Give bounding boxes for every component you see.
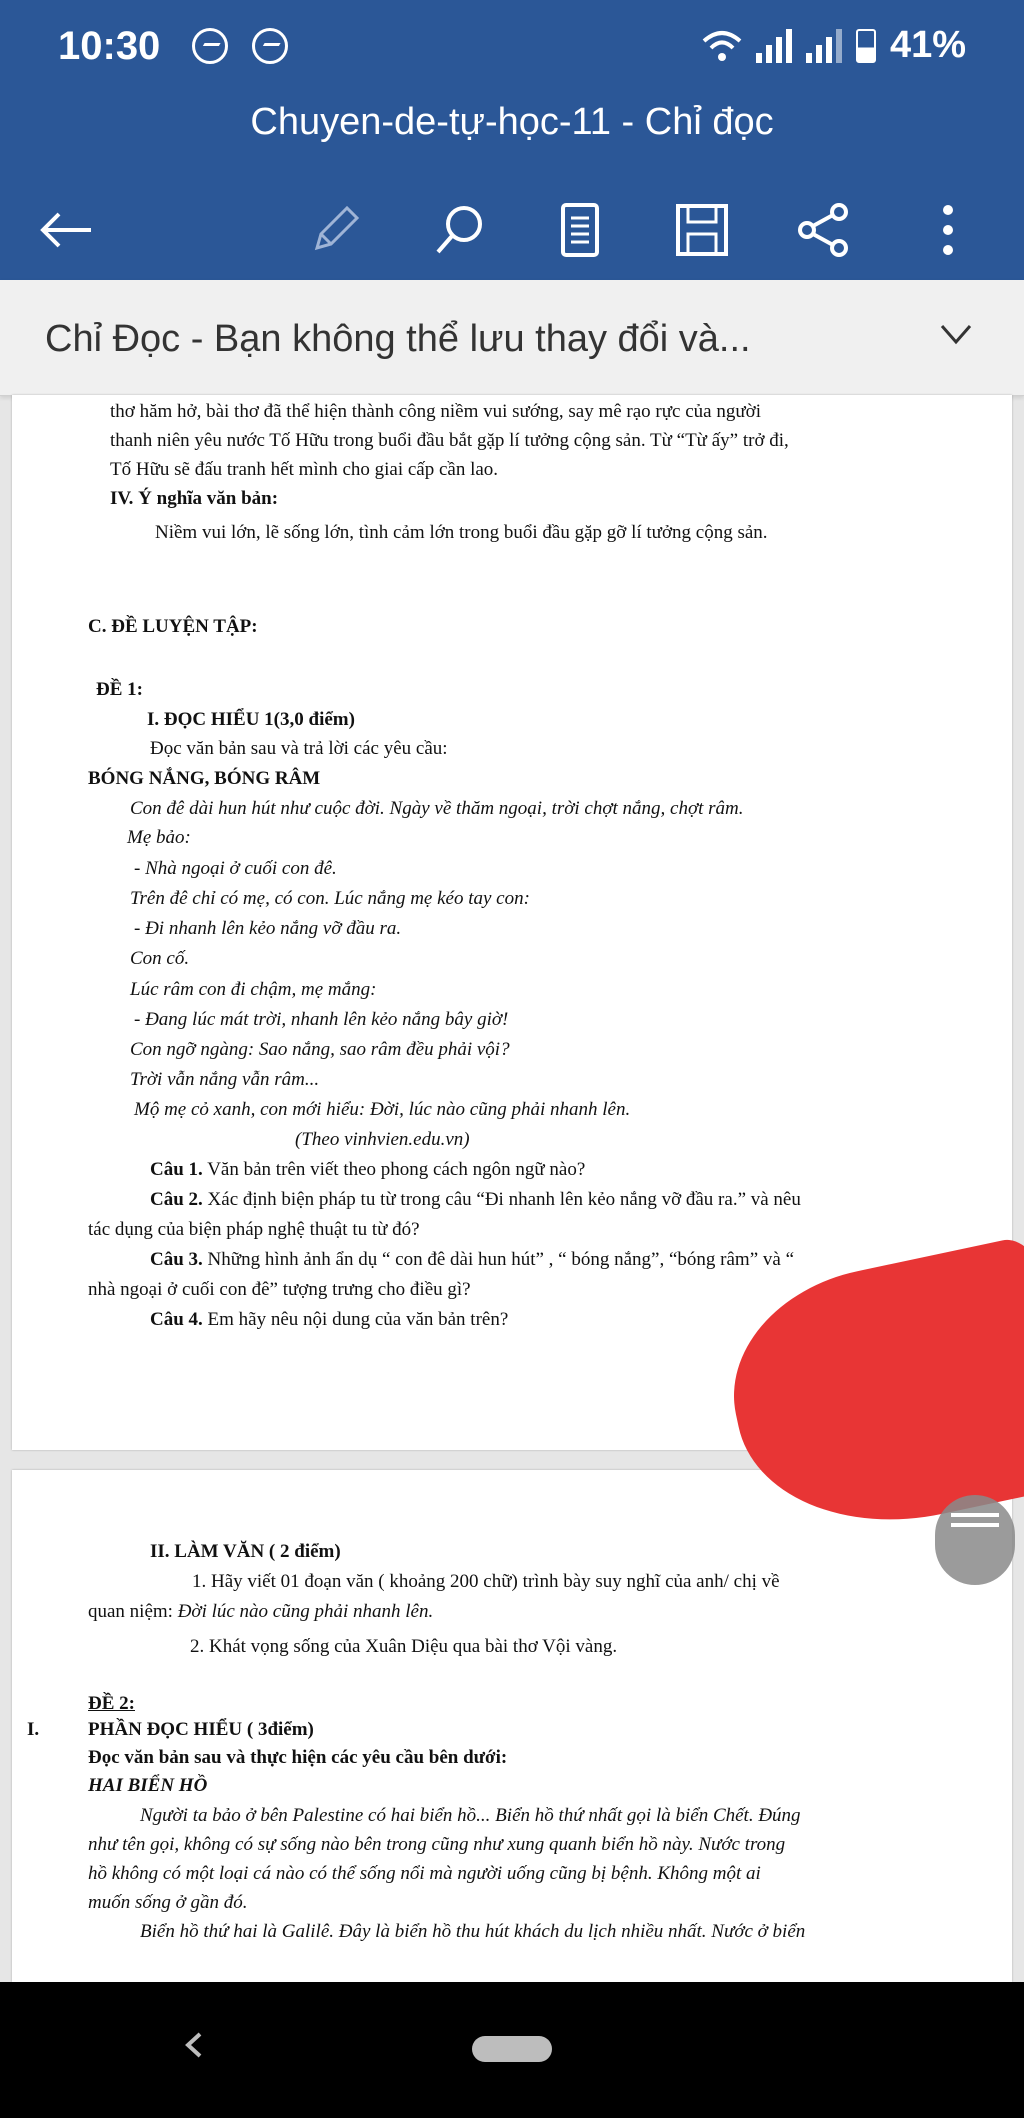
text-line: nhà ngoại ở cuối con đê” tượng trưng cho điều gì? [88,1279,471,1300]
text-line: tác dụng của biện pháp nghệ thuật tu từ đó? [88,1219,420,1240]
text-line: thơ hăm hở, bài thơ đã thể hiện thành công niềm vui sướng, say mê rạo rực của người [110,401,761,422]
banner-text: Chỉ Đọc - Bạn không thể lưu thay đổi và... [45,318,751,360]
search-icon[interactable] [420,190,500,270]
text-line: Niềm vui lớn, lẽ sống lớn, tình cảm lớn trong buổi đầu gặp gỡ lí tưởng cộng sản. [155,522,768,543]
text-title: HAI BIỂN HỒ [88,1775,208,1796]
read-only-banner[interactable] [0,280,1024,396]
text-line: hồ không có một loại cá nào có thể sống nổi mà người uống cũng bị bệnh. Không một ai [88,1863,761,1884]
system-navigation-bar [0,1982,1024,2118]
question-label: Câu 4. [150,1309,203,1330]
document-page [12,1470,1012,1982]
question-label: Câu 2. [150,1189,203,1210]
signal-icon [756,29,792,63]
text-line: Đời lúc nào cũng phải nhanh lên. [177,1601,434,1622]
wifi-icon [702,29,742,63]
poem-line: - Nhà ngoại ở cuối con đê. [134,858,337,879]
section-heading: Đọc văn bản sau và thực hiện các yêu cầu bên dưới: [88,1747,508,1768]
poem-line: Trời vẫn nắng vẫn râm... [130,1069,320,1090]
poem-line: Mộ mẹ cỏ xanh, con mới hiểu: Đời, lúc nào cũng phải nhanh lên. [134,1099,631,1120]
messenger-icon [192,28,228,64]
poem-line: - Đi nhanh lên kẻo nắng vỡ đầu ra. [134,918,402,939]
question-label: Câu 3. [150,1249,203,1270]
text-line: Tố Hữu sẽ đấu tranh hết mình cho giai cấp cần lao. [110,459,499,480]
section-heading: PHẦN ĐỌC HIỂU ( 3điểm) [88,1719,314,1740]
edit-pencil-icon[interactable] [295,190,375,270]
status-bar [0,0,1024,95]
status-indicators [702,24,966,67]
poem-source: (Theo vinhvien.edu.vn) [295,1129,470,1150]
more-icon[interactable] [908,190,988,270]
poem-title: BÓNG NẮNG, BÓNG RÂM [88,768,321,789]
text-line: 2. Khát vọng sống của Xuân Diệu qua bài thơ Vội vàng. [190,1636,618,1657]
scroll-handle[interactable] [935,1495,1015,1585]
poem-line: Lúc râm con đi chậm, mẹ mắng: [130,979,377,1000]
messenger-icon [252,28,288,64]
text-line: Đọc văn bản sau và trả lời các yêu cầu: [150,738,448,759]
poem-line: Con đê dài hun hút như cuộc đời. Ngày về thăm ngoại, trời chợt nắng, chợt râm. [130,798,744,819]
chevron-down-icon[interactable] [936,314,976,354]
battery-icon [856,29,876,63]
section-heading: C. ĐỀ LUYỆN TẬP: [88,616,258,637]
question-text: Xác định biện pháp tu từ trong câu “Đi nhanh lên kẻo nắng vỡ đầu ra.” và nêu [202,1189,801,1210]
app-bar [0,95,1024,280]
signal-icon [806,29,842,63]
poem-line: - Đang lúc mát trời, nhanh lên kẻo nắng bây giờ! [134,1009,509,1030]
battery-percent: 41% [889,24,966,66]
poem-line: Trên đê chỉ có mẹ, có con. Lúc nắng mẹ kéo tay con: [130,888,530,909]
text-line: như tên gọi, không có sự sống nào bên trong cũng như xung quanh biển hồ này. Nước trong [88,1834,786,1855]
poem-line: Mẹ bảo: [127,827,191,848]
question-label: Câu 1. [150,1159,203,1180]
exam-heading: ĐỀ 1: [96,679,143,700]
exam-heading: ĐỀ 2: [88,1693,135,1714]
text-line: muốn sống ở gần đó. [88,1892,248,1913]
poem-line: Con cố. [130,948,190,969]
question-text: Những hình ảnh ẩn dụ “ con đê dài hun hút” , “ bóng nắng”, “bóng râm” và “ [202,1249,795,1270]
section-heading: I. ĐỌC HIỂU 1(3,0 điểm) [147,709,355,730]
nav-home-pill[interactable] [472,2036,552,2062]
question-text: Văn bản trên viết theo phong cách ngôn ngữ nào? [202,1159,586,1180]
text-line: Biển hồ thứ hai là Galilê. Đây là biển hồ thu hút khách du lịch nhiều nhất. Nước ở biển [140,1921,806,1942]
toolbar [0,190,1024,280]
reading-view-icon[interactable] [540,190,620,270]
back-arrow-icon[interactable] [25,190,105,270]
save-icon[interactable] [662,190,742,270]
section-heading: IV. Ý nghĩa văn bản: [110,488,279,509]
text-line: 1. Hãy viết 01 đoạn văn ( khoảng 200 chữ) trình bày suy nghĩ của anh/ chị về [192,1571,780,1592]
section-heading: II. LÀM VĂN ( 2 điểm) [150,1541,341,1562]
text-line: quan niệm: [88,1601,178,1622]
poem-line: Con ngỡ ngàng: Sao nắng, sao râm đều phải vội? [130,1039,510,1060]
nav-back-icon[interactable] [180,2030,210,2060]
question-text: Em hãy nêu nội dung của văn bản trên? [202,1309,509,1330]
text-line: thanh niên yêu nước Tố Hữu trong buổi đầu bắt gặp lí tưởng cộng sản. Từ “Từ ấy” trở đi, [110,430,789,451]
document-title: Chuyen-de-tự-học-11 - Chỉ đọc [250,101,774,143]
share-icon[interactable] [783,190,863,270]
section-number: I. [27,1719,40,1740]
text-line: Người ta bảo ở bên Palestine có hai biển hồ... Biển hồ thứ nhất gọi là biển Chết. Đúng [140,1805,801,1826]
status-time: 10:30 [58,24,161,68]
